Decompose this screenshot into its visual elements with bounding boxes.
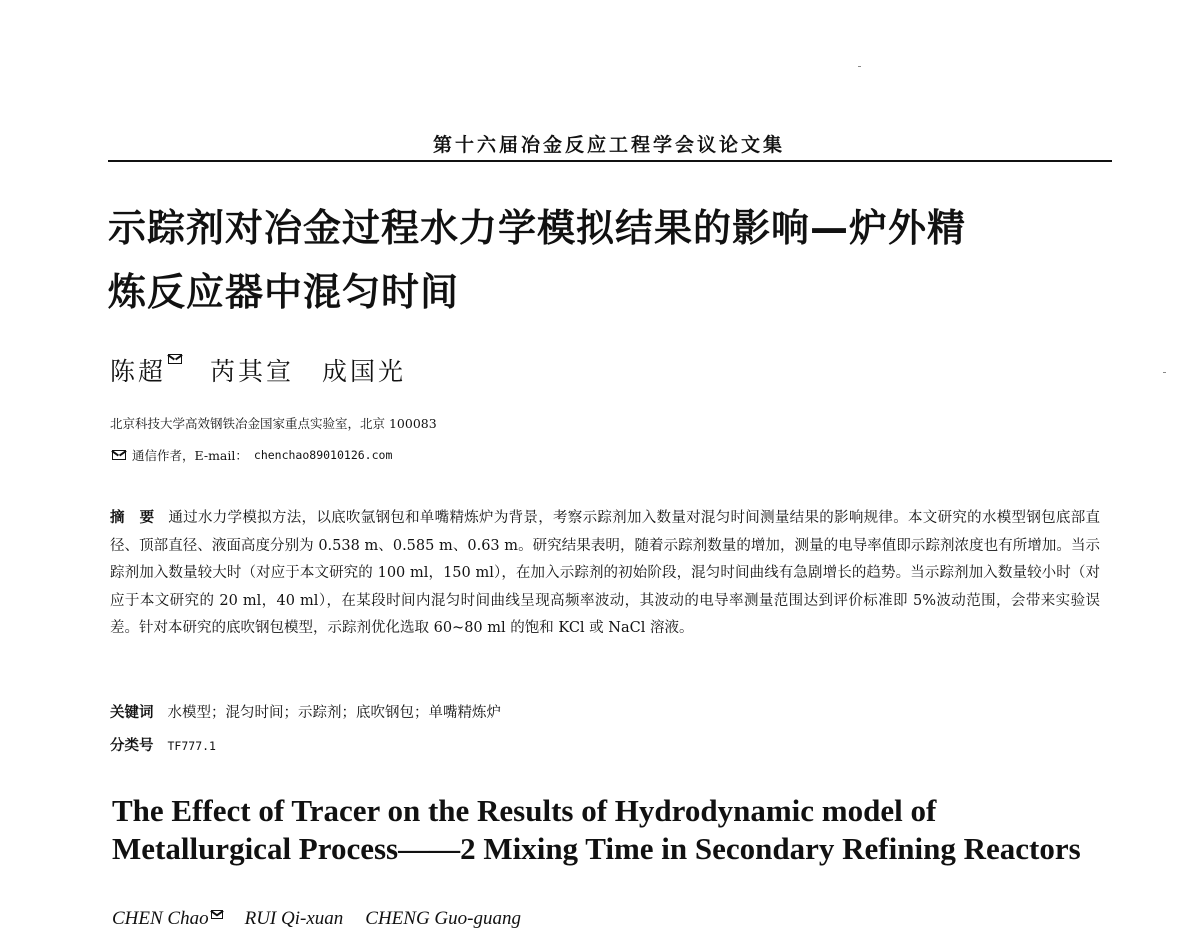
- title-zh-line-2: 炼反应器中混匀时间: [108, 270, 460, 314]
- envelope-icon: [112, 450, 126, 460]
- corresponding-email: chenchao89010126.com: [253, 448, 393, 462]
- keywords-text: 水模型；混匀时间；示踪剂；底吹钢包；单嘴精炼炉: [167, 705, 501, 721]
- corresponding-author: [110, 446, 392, 464]
- author-zh-3: 成国光: [322, 357, 407, 386]
- classification-label: 分类号: [110, 738, 154, 754]
- author-zh-1: [110, 352, 182, 388]
- scan-speck: [858, 66, 861, 67]
- corresponding-label: 通信作者，E-mail：: [132, 448, 248, 463]
- header-rule: [108, 160, 1112, 162]
- keywords: [110, 701, 501, 722]
- envelope-icon: [211, 910, 223, 919]
- classification-value: TF777.1: [167, 739, 216, 753]
- title-zh: [108, 196, 1108, 324]
- author-en-1-name: CHEN Chao: [112, 908, 209, 929]
- scan-speck: [1163, 372, 1166, 373]
- title-en-line-2: Metallurgical Process——2 Mixing Time in Secondary Refining Reactors: [112, 831, 1081, 866]
- author-en-2: RUI Qi-xuan: [244, 908, 344, 929]
- authors-zh: [110, 352, 406, 388]
- abstract: [110, 505, 1100, 643]
- title-en-line-1: The Effect of Tracer on the Results of Hydrodynamic model of: [112, 793, 937, 828]
- author-zh-2: 芮其宣: [210, 357, 295, 386]
- author-en-1: [112, 908, 223, 930]
- keywords-label: 关键词: [110, 705, 154, 721]
- envelope-icon: [168, 354, 182, 364]
- authors-en: [112, 908, 521, 930]
- author-en-3: CHENG Guo-guang: [365, 908, 521, 929]
- classification: [110, 734, 216, 755]
- running-head: 第十六届冶金反应工程学会议论文集: [432, 134, 785, 156]
- abstract-label: 摘 要: [110, 510, 155, 526]
- affiliation: 北京科技大学高效钢铁冶金国家重点实验室，北京 100083: [110, 416, 437, 431]
- title-en: [112, 792, 1112, 868]
- abstract-text: 通过水力学模拟方法，以底吹氩钢包和单嘴精炼炉为背景，考察示踪剂加入数量对混匀时间测量结果的影响规律。本文研究的水模型钢包底部直径、顶部直径、液面高度分别为 0.538 m、0.585 m、0.63 m。研究结果表明，随着示踪剂数量的增加，测量的电导率值即示踪剂浓度也有所增加。当示踪剂加入数量较大时（对应于本文研究的 100 ml，150 ml），在加入示踪剂的初始阶段，混匀时间曲线有急剧增长的趋势。当示踪剂加入数量较小时（对应于本文研究的 20 ml，40 ml），在某段时间内混匀时间曲线呈现高频率波动，其波动的电导率测量范围达到评价标准即 5%波动范围，会带来实验误差。针对本研究的底吹钢包模型，示踪剂优化选取 60~80 ml 的饱和 KCl 或 NaCl 溶液。: [110, 510, 1101, 636]
- author-zh-1-name: 陈超: [110, 357, 167, 386]
- title-zh-line-1: 示踪剂对冶金过程水力学模拟结果的影响—炉外精: [108, 206, 967, 250]
